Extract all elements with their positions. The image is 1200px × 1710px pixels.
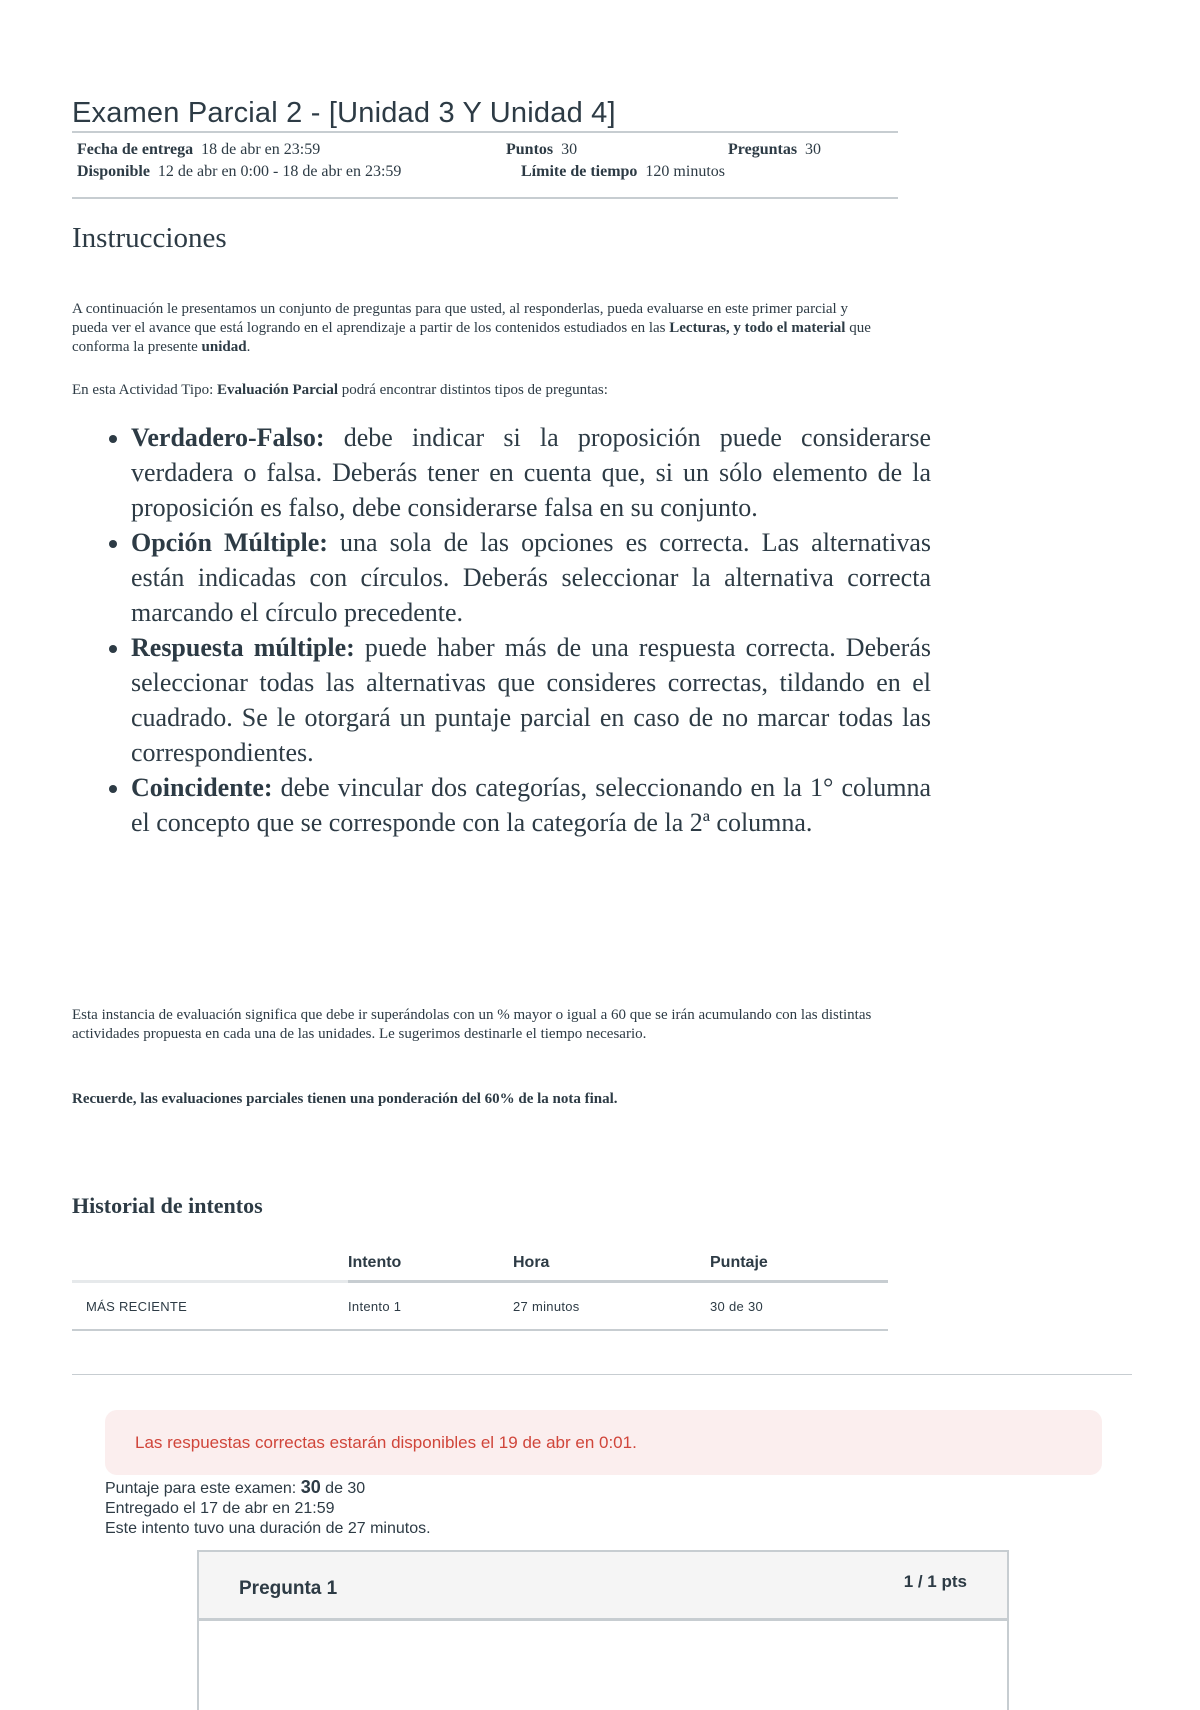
intro-bold-materials: Lecturas, y todo el material xyxy=(669,320,846,336)
exam-details xyxy=(72,131,898,199)
question-type-text: una sola de las opciones es correcta. Las alternativas están indicadas con círculos. Deberás seleccionar la alternativa correcta marcando el círculo precedente. xyxy=(131,528,931,627)
question-type-text: debe vincular dos categorías, seleccionando en la 1° columna el concepto que se corresponde con la categoría de la 2ª columna. xyxy=(131,773,931,837)
question-type-label: Verdadero-Falso: xyxy=(131,423,325,452)
available-window xyxy=(77,163,401,181)
score-summary xyxy=(105,1477,431,1539)
page-title: Examen Parcial 2 - [Unidad 3 Y Unidad 4] xyxy=(72,97,616,130)
due-date-value: 18 de abr en 23:59 xyxy=(201,141,321,158)
attempt-link[interactable]: Intento 1 xyxy=(348,1282,513,1331)
column-header-time: Hora xyxy=(513,1246,710,1282)
question-header xyxy=(199,1552,1007,1621)
attempt-history-table xyxy=(72,1246,888,1331)
intro-text: A continuación le presentamos un conjunto de preguntas para que usted, al responderlas, pueda evaluarse en este primer parcial y pueda ver el avance que está logrando en el aprendizaje a partir de los contenidos estudiados en las xyxy=(72,301,848,336)
activity-type-text xyxy=(72,381,882,400)
points xyxy=(506,141,577,159)
attempt-score: 30 de 30 xyxy=(710,1282,888,1331)
submitted-at: Entregado el 17 de abr en 21:59 xyxy=(105,1500,335,1517)
activity-text: podrá encontrar distintos tipos de preguntas: xyxy=(338,382,608,398)
question-type-label: Respuesta múltiple: xyxy=(131,633,355,662)
column-header-attempt: Intento xyxy=(348,1246,513,1282)
attempt-history-heading: Historial de intentos xyxy=(72,1193,263,1218)
activity-type-bold: Evaluación Parcial xyxy=(217,382,338,398)
due-date xyxy=(77,141,320,159)
intro-text: que conforma la presente xyxy=(72,320,871,355)
points-value: 30 xyxy=(561,141,578,158)
questions-value: 30 xyxy=(805,141,822,158)
instructions-intro xyxy=(72,300,882,357)
question-card xyxy=(197,1550,1009,1710)
attempt-duration: Este intento tuvo una duración de 27 minutos. xyxy=(105,1520,431,1537)
reminder-text: Recuerde, las evaluaciones parciales tienen una ponderación del 60% de la nota final. xyxy=(72,1091,618,1107)
question-type-text: debe indicar si la proposición puede considerarse verdadera o falsa. Deberás tener en cuenta que, si un sólo elemento de la proposición es falso, debe considerarse falsa en su conjunto. xyxy=(131,423,931,522)
exam-score xyxy=(105,1477,431,1499)
attempt-time: 27 minutos xyxy=(513,1282,710,1331)
questions-count xyxy=(728,141,821,159)
attempt-tag: MÁS RECIENTE xyxy=(72,1282,348,1331)
answers-availability-alert: Las respuestas correctas estarán disponibles el 19 de abr en 0:01. xyxy=(105,1410,1102,1475)
intro-bold-unit: unidad xyxy=(201,339,247,355)
score-value: 30 xyxy=(300,1477,321,1497)
question-types-list xyxy=(72,420,931,840)
table-header-row xyxy=(72,1246,888,1282)
question-type-item xyxy=(131,770,931,840)
question-type-item xyxy=(131,525,931,630)
question-type-item xyxy=(131,420,931,525)
activity-text: En esta Actividad Tipo: xyxy=(72,382,218,398)
score-label: Puntaje para este examen: xyxy=(105,1480,301,1497)
column-header-label xyxy=(72,1246,348,1282)
time-limit-label: Límite de tiempo xyxy=(521,163,638,180)
intro-text: . xyxy=(246,339,251,355)
available-value: 12 de abr en 0:00 - 18 de abr en 23:59 xyxy=(157,163,402,180)
question-type-label: Opción Múltiple: xyxy=(131,528,328,557)
available-label: Disponible xyxy=(77,163,150,180)
time-limit xyxy=(521,163,725,181)
time-limit-value: 120 minutos xyxy=(645,163,725,180)
question-type-item xyxy=(131,630,931,770)
due-date-label: Fecha de entrega xyxy=(77,141,194,158)
question-points: 1 / 1 pts xyxy=(903,1572,967,1591)
question-type-text: puede haber más de una respuesta correcta. Deberás seleccionar todas las alternativas que consideres correctas, tildando en el cuadrado. Se le otorgará un puntaje parcial en caso de no marcar todas las correspondientes. xyxy=(131,633,931,767)
table-row xyxy=(72,1282,888,1331)
question-title: Pregunta 1 xyxy=(239,1578,338,1599)
closing-text: Esta instancia de evaluación significa que debe ir superándolas con un % mayor o igual a 60 que se irán acumulando con las distintas actividades propuesta en cada una de las unidades. Le sugerimos destinarle el tiempo necesario. xyxy=(72,1007,872,1042)
points-label: Puntos xyxy=(506,141,554,158)
questions-label: Preguntas xyxy=(728,141,798,158)
column-header-score: Puntaje xyxy=(710,1246,888,1282)
instructions-heading: Instrucciones xyxy=(72,222,227,254)
section-divider xyxy=(72,1374,1132,1375)
score-total: de 30 xyxy=(320,1480,366,1497)
question-type-label: Coincidente: xyxy=(131,773,273,802)
